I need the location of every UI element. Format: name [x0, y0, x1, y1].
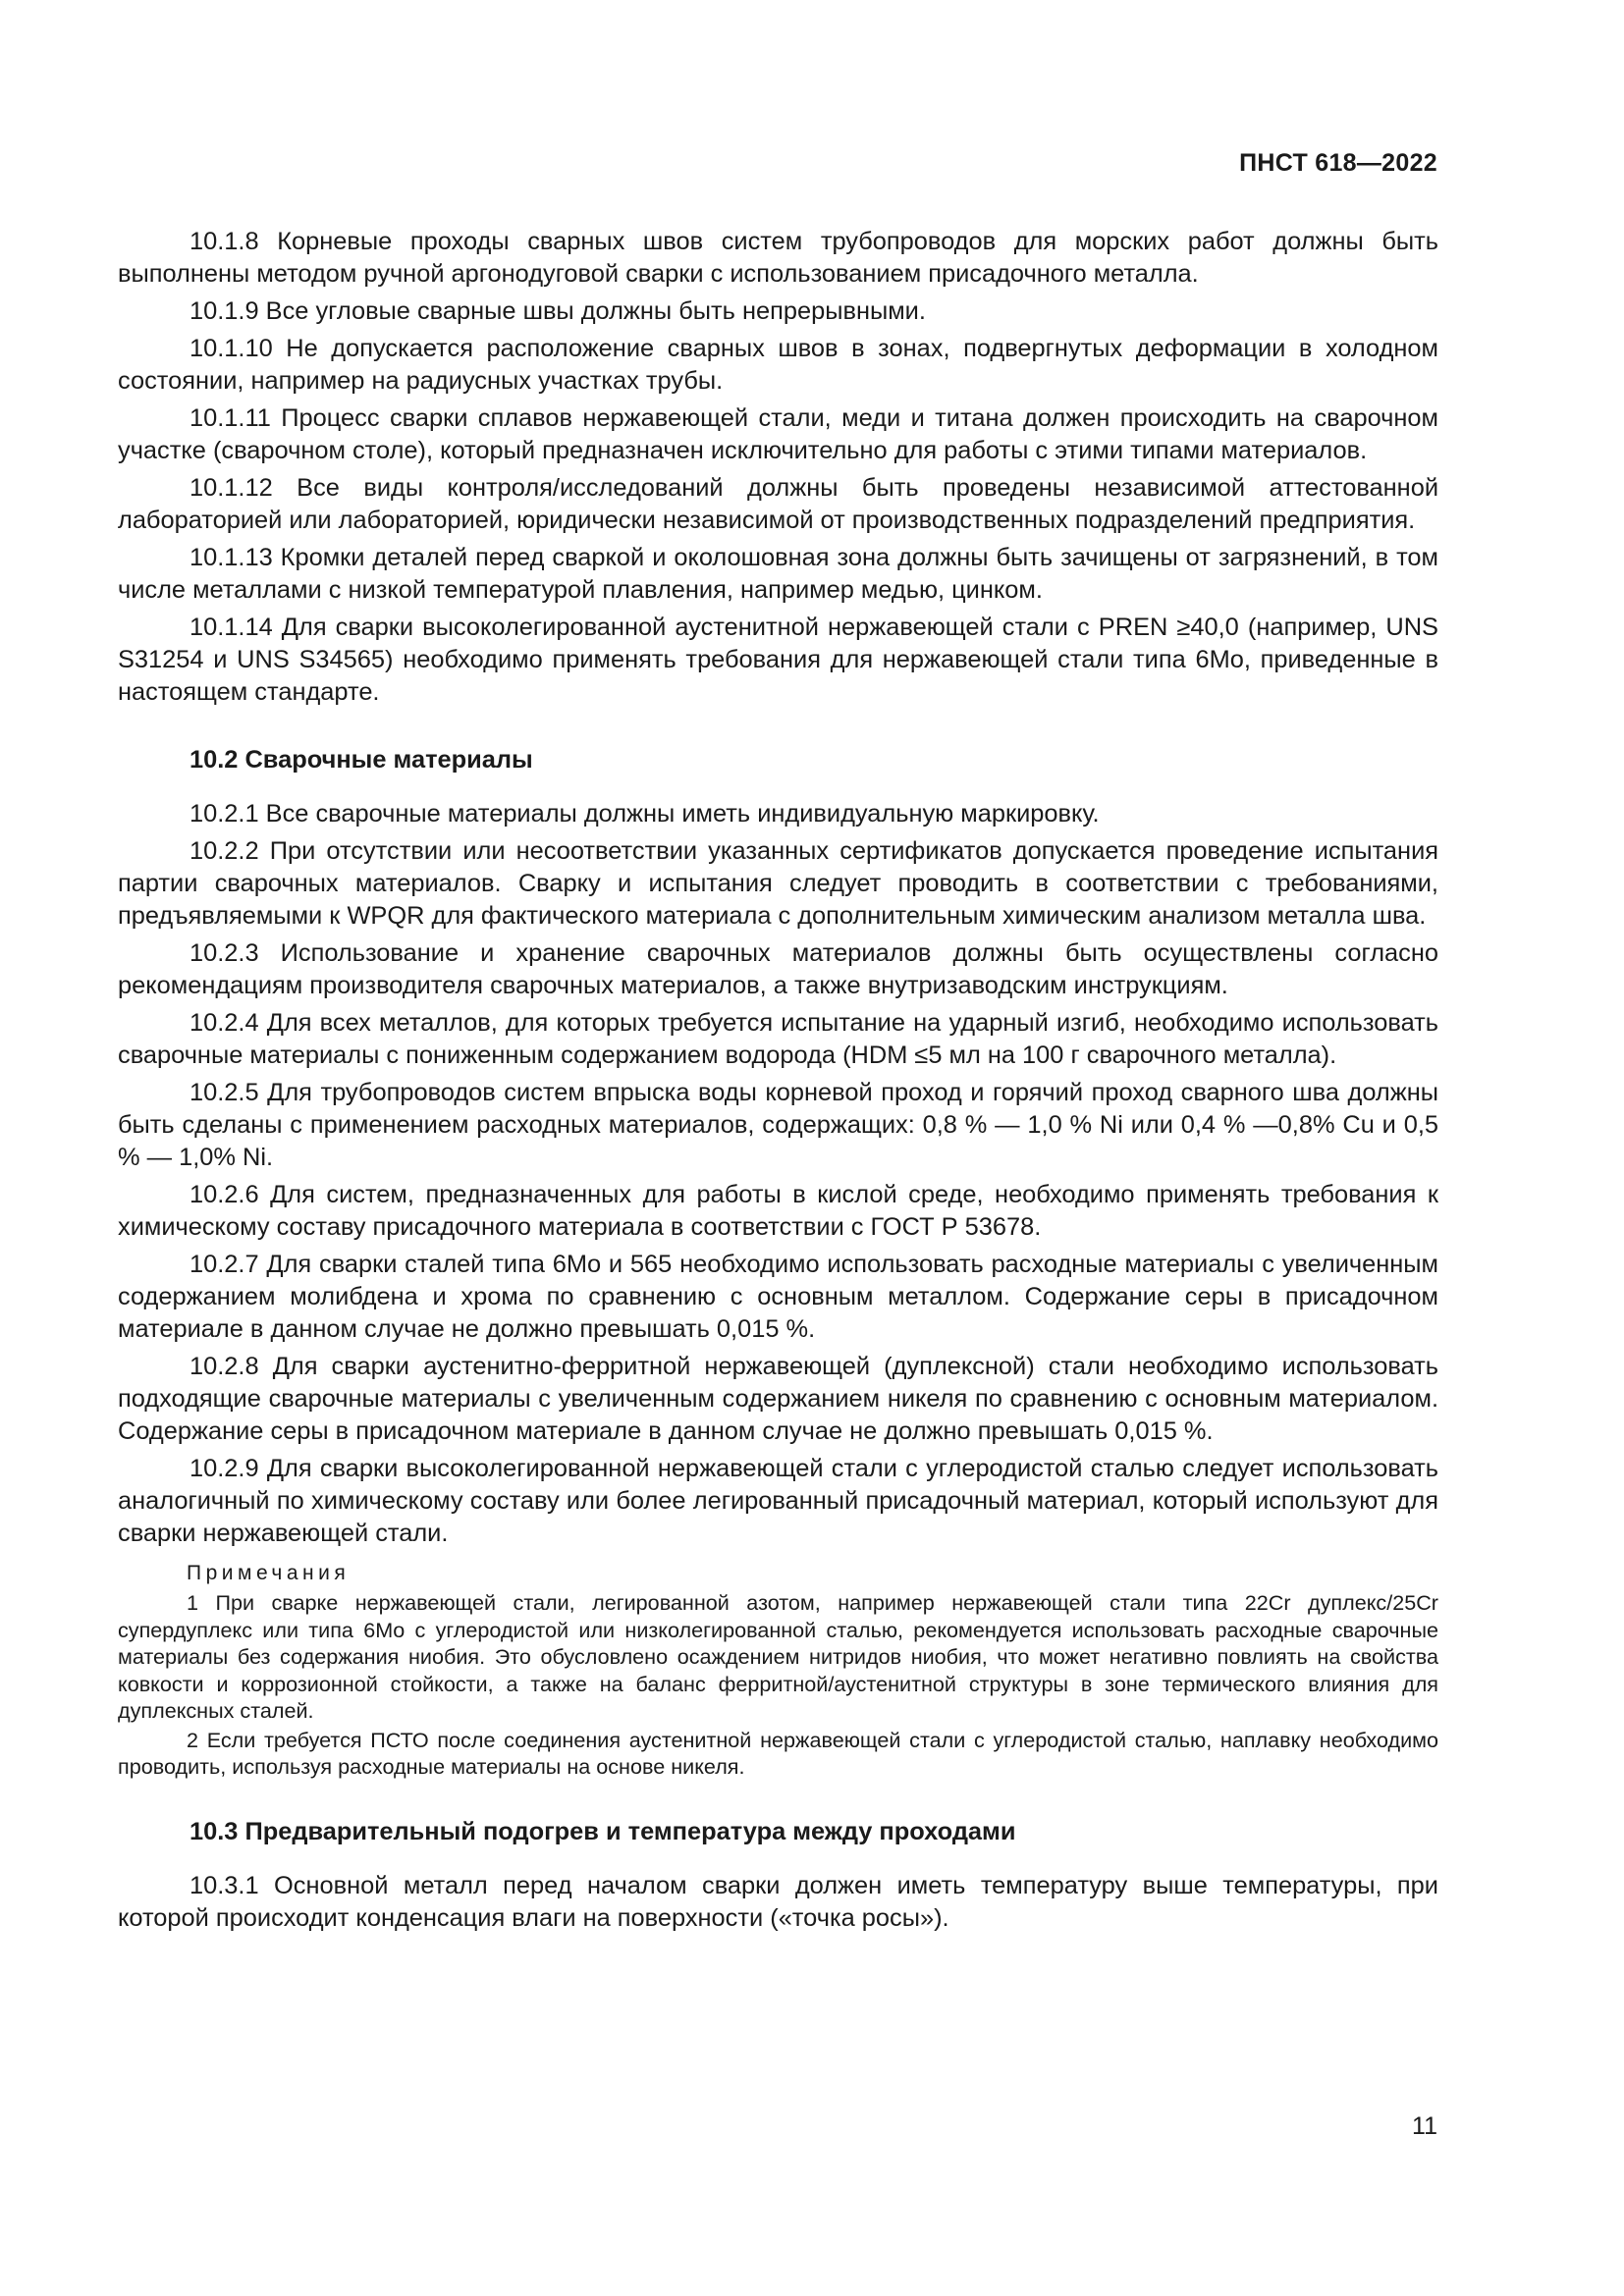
- paragraph-10-2-8: 10.2.8 Для сварки аустенитно-ферритной нержавеющей (дуплексной) стали необходимо использовать подходящие сварочные материалы с увеличенным содержанием никеля по сравнению с основным материалом. Содержание серы в присадочном материале в данном случае не должно превышать 0,015 %.: [118, 1353, 1438, 1445]
- note-2: 2 Если требуется ПСТО после соединения аустенитной нержавеющей стали с углеродистой сталью, наплавку необходимо проводить, используя расходные материалы на основе никеля.: [118, 1727, 1438, 1779]
- paragraph-10-1-8: 10.1.8 Корневые проходы сварных швов систем трубопроводов для морских работ должны быть выполнены методом ручной аргонодуговой сварки с использованием присадочного металла.: [118, 228, 1438, 288]
- notes-block: [118, 1560, 1438, 1781]
- paragraph-10-2-5: 10.2.5 Для трубопроводов систем впрыска воды корневой проход и горячий проход сварного шва должны быть сделаны с применением расходных материалов, содержащих: 0,8 % — 1,0 % Ni или 0,4 % —0,8% Cu и 0,5 % — 1,0% Ni.: [118, 1079, 1438, 1171]
- paragraph-10-2-2: 10.2.2 При отсутствии или несоответствии указанных сертификатов допускается проведение испытания партии сварочных материалов. Сварку и испытания следует проводить в соответствии с требованиями, предъявляемыми к WPQR для фактического материала с дополнительным химическим анализом металла шва.: [118, 837, 1438, 930]
- paragraph-10-1-13: 10.1.13 Кромки деталей перед сваркой и околошовная зона должны быть зачищены от загрязнений, в том числе металлами с низкой температурой плавления, например медью, цинком.: [118, 544, 1438, 604]
- section-heading-10-2: 10.2 Сварочные материалы: [189, 746, 533, 774]
- paragraph-10-1-12: 10.1.12 Все виды контроля/исследований должны быть проведены независимой аттестованной лабораторией или лабораторией, юридически независимой от производственных подразделений предприятия.: [118, 474, 1438, 534]
- notes-title: Примечания: [187, 1562, 351, 1584]
- paragraph-10-2-7: 10.2.7 Для сварки сталей типа 6Mo и 565 необходимо использовать расходные материалы с увеличенным содержанием молибдена и хрома по сравнению с основным металлом. Содержание серы в присадочном материале в данном случае не должно превышать 0,015 %.: [118, 1251, 1438, 1343]
- paragraph-10-1-14: 10.1.14 Для сварки высоколегированной аустенитной нержавеющей стали с PREN ≥40,0 (например, UNS S31254 и UNS S34565) необходимо применять требования для нержавеющей стали типа 6Mo, приведенные в настоящем стандарте.: [118, 614, 1438, 706]
- section-10-2: [118, 798, 1438, 1550]
- paragraph-10-1-9: 10.1.9 Все угловые сварные швы должны быть непрерывными.: [189, 297, 926, 325]
- paragraph-10-3-1: 10.3.1 Основной металл перед началом сварки должен иметь температуру выше температуры, при которой происходит конденсация влаги на поверхности («точка росы»).: [118, 1871, 1438, 1932]
- paragraph-10-2-1: 10.2.1 Все сварочные материалы должны иметь индивидуальную маркировку.: [189, 800, 1100, 828]
- section-heading-10-3: 10.3 Предварительный подогрев и температура между проходами: [189, 1817, 1016, 1845]
- section-10-1-continued: [118, 226, 1438, 709]
- section-10-3: [118, 1870, 1438, 1935]
- document-code: ПНСТ 618—2022: [1239, 149, 1437, 177]
- page-number: 11: [1412, 2112, 1437, 2140]
- paragraph-10-2-9: 10.2.9 Для сварки высоколегированной нержавеющей стали с углеродистой сталью следует использовать аналогичный по химическому составу или более легированный присадочный материал, который используют для сварки нержавеющей стали.: [118, 1455, 1438, 1547]
- document-body: [118, 226, 1438, 1940]
- note-1: 1 При сварке нержавеющей стали, легированной азотом, например нержавеющей стали типа 22Cr дуплекс/25Cr супердуплекс или типа 6Mo с углеродистой или низколегированной сталью, рекомендуется использовать расходные сварочные материалы без содержания ниобия. Это обусловлено осаждением нитридов ниобия, что может негативно повлиять на свойства ковкости и коррозионной стойкости, а также на баланс ферритной/аустенитной структуры в зоне термического влияния для дуплексных сталей.: [118, 1590, 1438, 1723]
- paragraph-10-1-10: 10.1.10 Не допускается расположение сварных швов в зонах, подвергнутых деформации в холодном состоянии, например на радиусных участках трубы.: [118, 335, 1438, 395]
- paragraph-10-2-3: 10.2.3 Использование и хранение сварочных материалов должны быть осуществлены согласно рекомендациям производителя сварочных материалов, а также внутризаводским инструкциям.: [118, 939, 1438, 999]
- paragraph-10-2-6: 10.2.6 Для систем, предназначенных для работы в кислой среде, необходимо применять требования к химическому составу присадочного материала в соответствии с ГОСТ Р 53678.: [118, 1181, 1438, 1241]
- paragraph-10-2-4: 10.2.4 Для всех металлов, для которых требуется испытание на ударный изгиб, необходимо использовать сварочные материалы с пониженным содержанием водорода (HDM ≤5 мл на 100 г сварочного металла).: [118, 1009, 1438, 1069]
- paragraph-10-1-11: 10.1.11 Процесс сварки сплавов нержавеющей стали, меди и титана должен происходить на сварочном участке (сварочном столе), который предназначен исключительно для работы с этими типами материалов.: [118, 404, 1438, 464]
